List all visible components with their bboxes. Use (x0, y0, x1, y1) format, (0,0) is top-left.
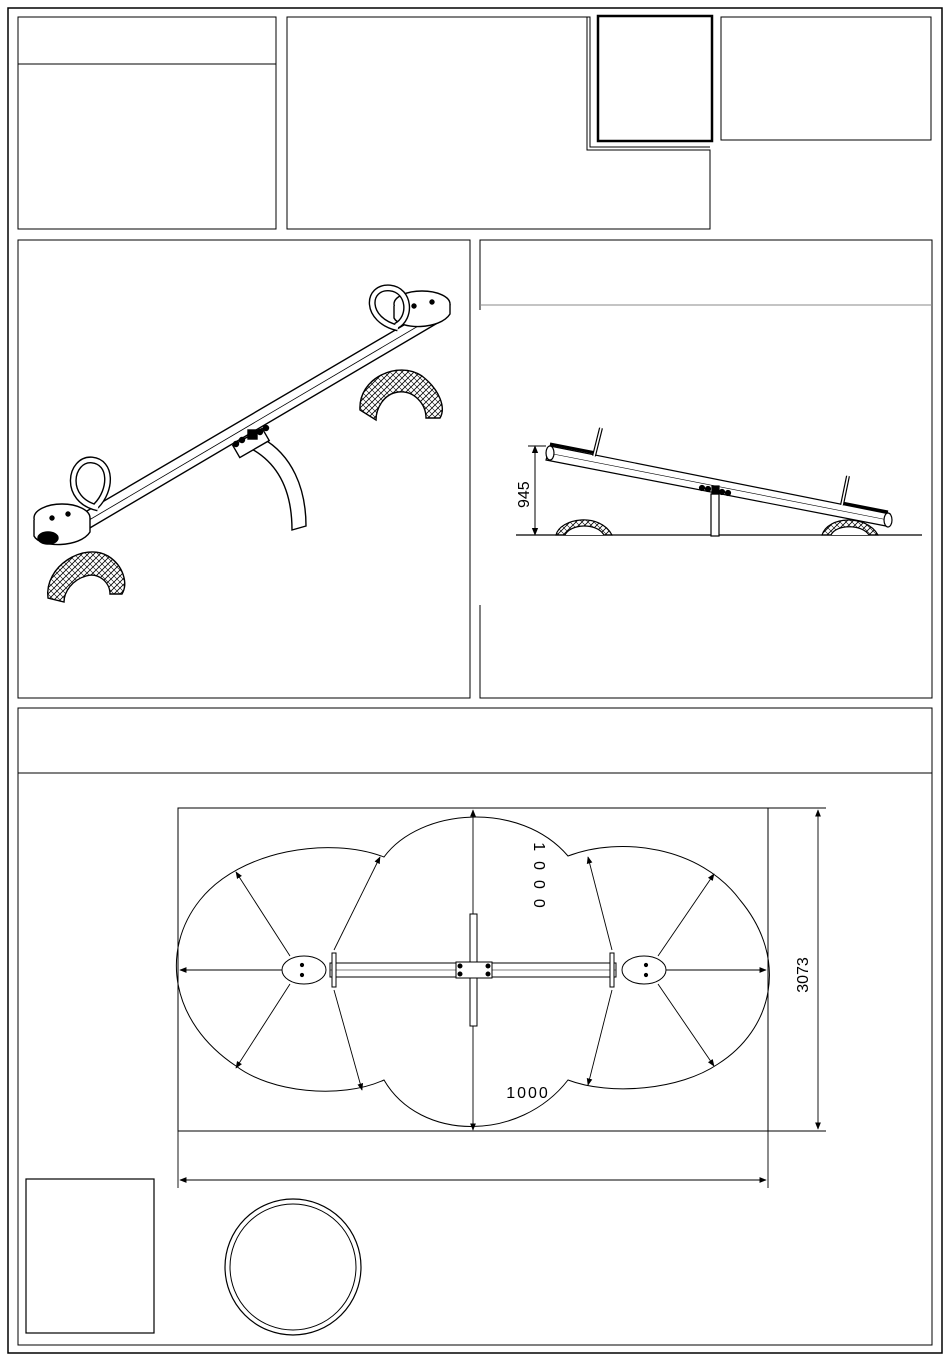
plan-seat-left (282, 956, 326, 984)
height-dimension-label: 945 (516, 481, 533, 508)
seesaw-isometric-drawing (34, 288, 450, 602)
title-block (18, 16, 931, 229)
title-box-left (18, 17, 276, 229)
tyre-right (360, 370, 442, 420)
plan-seat-right (622, 956, 666, 984)
side-post (711, 494, 719, 536)
sheet-border (8, 8, 942, 1353)
surface-symbol-circle (225, 1199, 361, 1335)
side-view-panel (480, 240, 932, 698)
title-box-right (721, 17, 931, 140)
seesaw-plan-drawing (176, 808, 826, 1188)
title-box-center (287, 17, 710, 229)
seesaw-side-drawing (516, 428, 922, 536)
overall-depth-label: 3073 (795, 957, 812, 993)
legend-box (26, 1179, 154, 1333)
tyre-left (48, 552, 125, 602)
seesaw-beam (75, 305, 446, 532)
support-post (248, 438, 306, 530)
clearance-bottom-label: 1000 (506, 1085, 550, 1102)
logo-box (598, 16, 712, 141)
clearance-top-label: 1000 (530, 842, 547, 918)
